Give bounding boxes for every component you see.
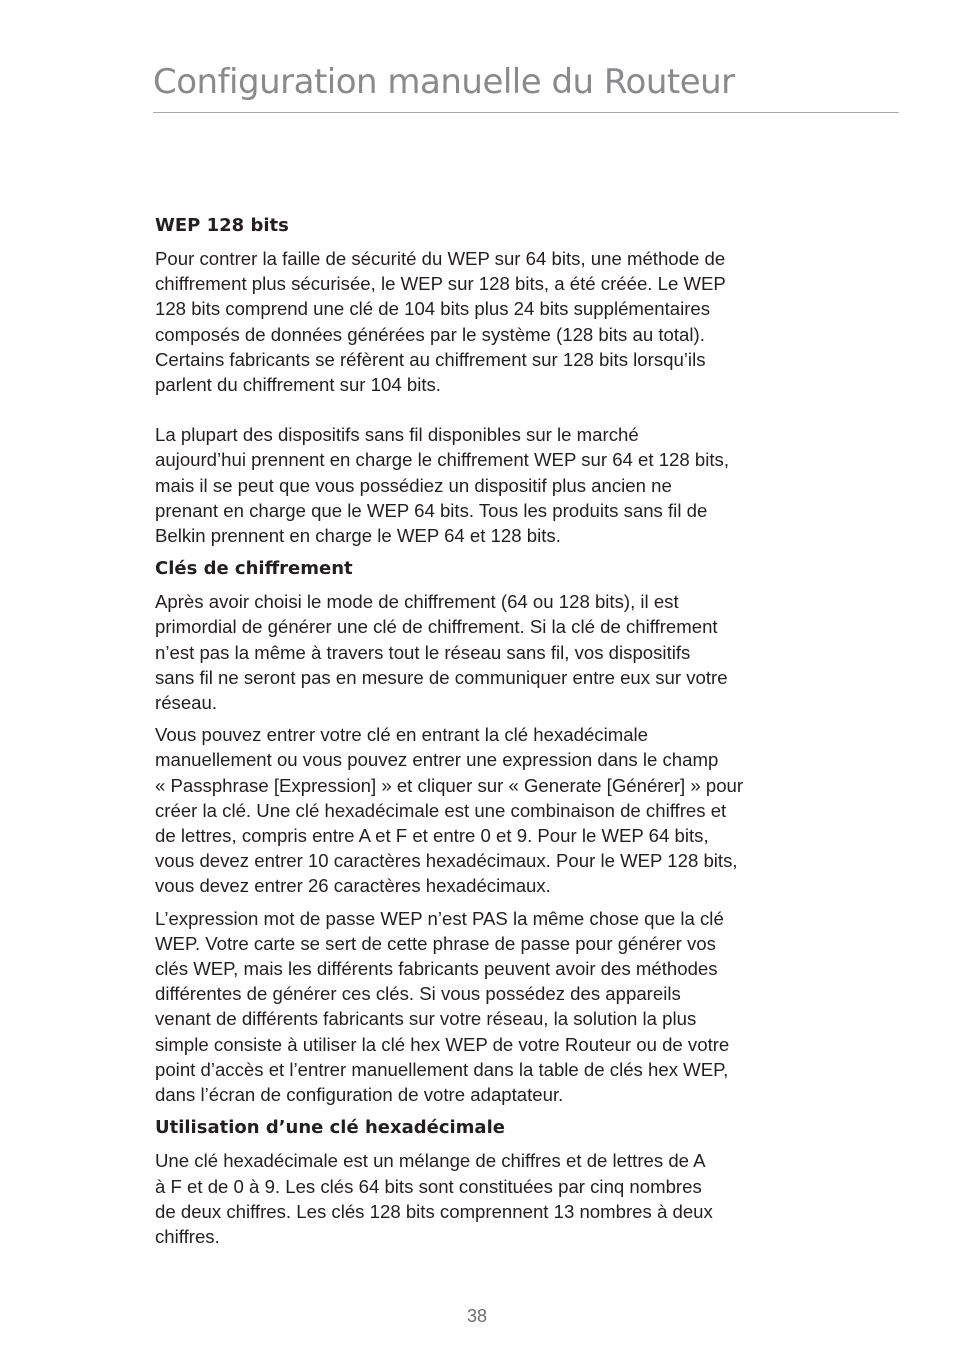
section-heading-wep-128: WEP 128 bits — [155, 215, 289, 236]
page-header-title: Configuration manuelle du Routeur — [153, 62, 735, 102]
paragraph-wep-128-compat: La plupart des dispositifs sans fil disponibles sur le marché aujourd’hui prennent en charge le chiffrement WEP sur 64 et 128 bits, mais il se peut que vous possédiez un dispositif plus ancien ne prenant en charge que le WEP 64 bits. Tous les produits sans fil de Belkin prennent en charge le WEP 64 et 128 bits. — [155, 424, 730, 547]
section-heading-cle-hex: Utilisation d’une clé hexadécimale — [155, 1117, 505, 1139]
paragraph-cles-expression: L’expression mot de passe WEP n’est PAS la même chose que la clé WEP. Votre carte se sert de cette phrase de passe pour générer vos clés WEP, mais les différents fabricants peuvent avoir des méthodes différentes de générer ces clés. Si vous possédez des appareils venant de différents fabricants sur votre réseau, la solution la plus simple consiste à utiliser la clé hex WEP de votre Routeur ou de votre point d’accès et l’entrer manuellement dans la table de clés hex WEP, dans l’écran de configuration de votre adaptateur. — [155, 907, 730, 1106]
paragraph-cles-saisie: Vous pouvez entrer votre clé en entrant la clé hexadécimale manuellement ou vous pouvez entrer une expression dans le champ « Passphrase [Expression] » et cliquer sur « Generate [Générer] » pour créer la clé. Une clé hexadécimale est une combinaison de chiffres et de lettres, compris entre A et F et entre 0 et 9. Pour le WEP 64 bits, vous devez entrer 10 caractères hexadécimaux. Pour le WEP 128 bits, vous devez entrer 26 caractères hexadécimaux. — [155, 724, 744, 897]
document-body — [155, 212, 875, 1249]
header-divider — [153, 112, 899, 113]
paragraph-cles-intro: Après avoir choisi le mode de chiffrement (64 ou 128 bits), il est primordial de générer une clé de chiffrement. Si la clé de chiffrement n’est pas la même à travers tout le réseau sans fil, vos dispositifs sans fil ne seront pas en mesure de communiquer entre eux sur votre réseau. — [155, 591, 728, 714]
paragraph-wep-128-intro: Pour contrer la faille de sécurité du WEP sur 64 bits, une méthode de chiffrement plus sécurisée, le WEP sur 128 bits, a été créée. Le WEP 128 bits comprend une clé de 104 bits plus 24 bits supplémentaires composés de données générées par le système (128 bits au total). Certains fabricants se réfèrent au chiffrement sur 128 bits lorsqu’ils parlent du chiffrement sur 104 bits. — [155, 248, 726, 396]
page-number: 38 — [466, 1306, 488, 1326]
section-heading-cles-chiffrement: Clés de chiffrement — [155, 558, 353, 580]
paragraph-cle-hex: Une clé hexadécimale est un mélange de chiffres et de lettres de A à F et de 0 à 9. Les clés 64 bits sont constituées par cinq nombres de deux chiffres. Les clés 128 bits comprennent 13 nombres à deux chiffres. — [155, 1150, 713, 1247]
